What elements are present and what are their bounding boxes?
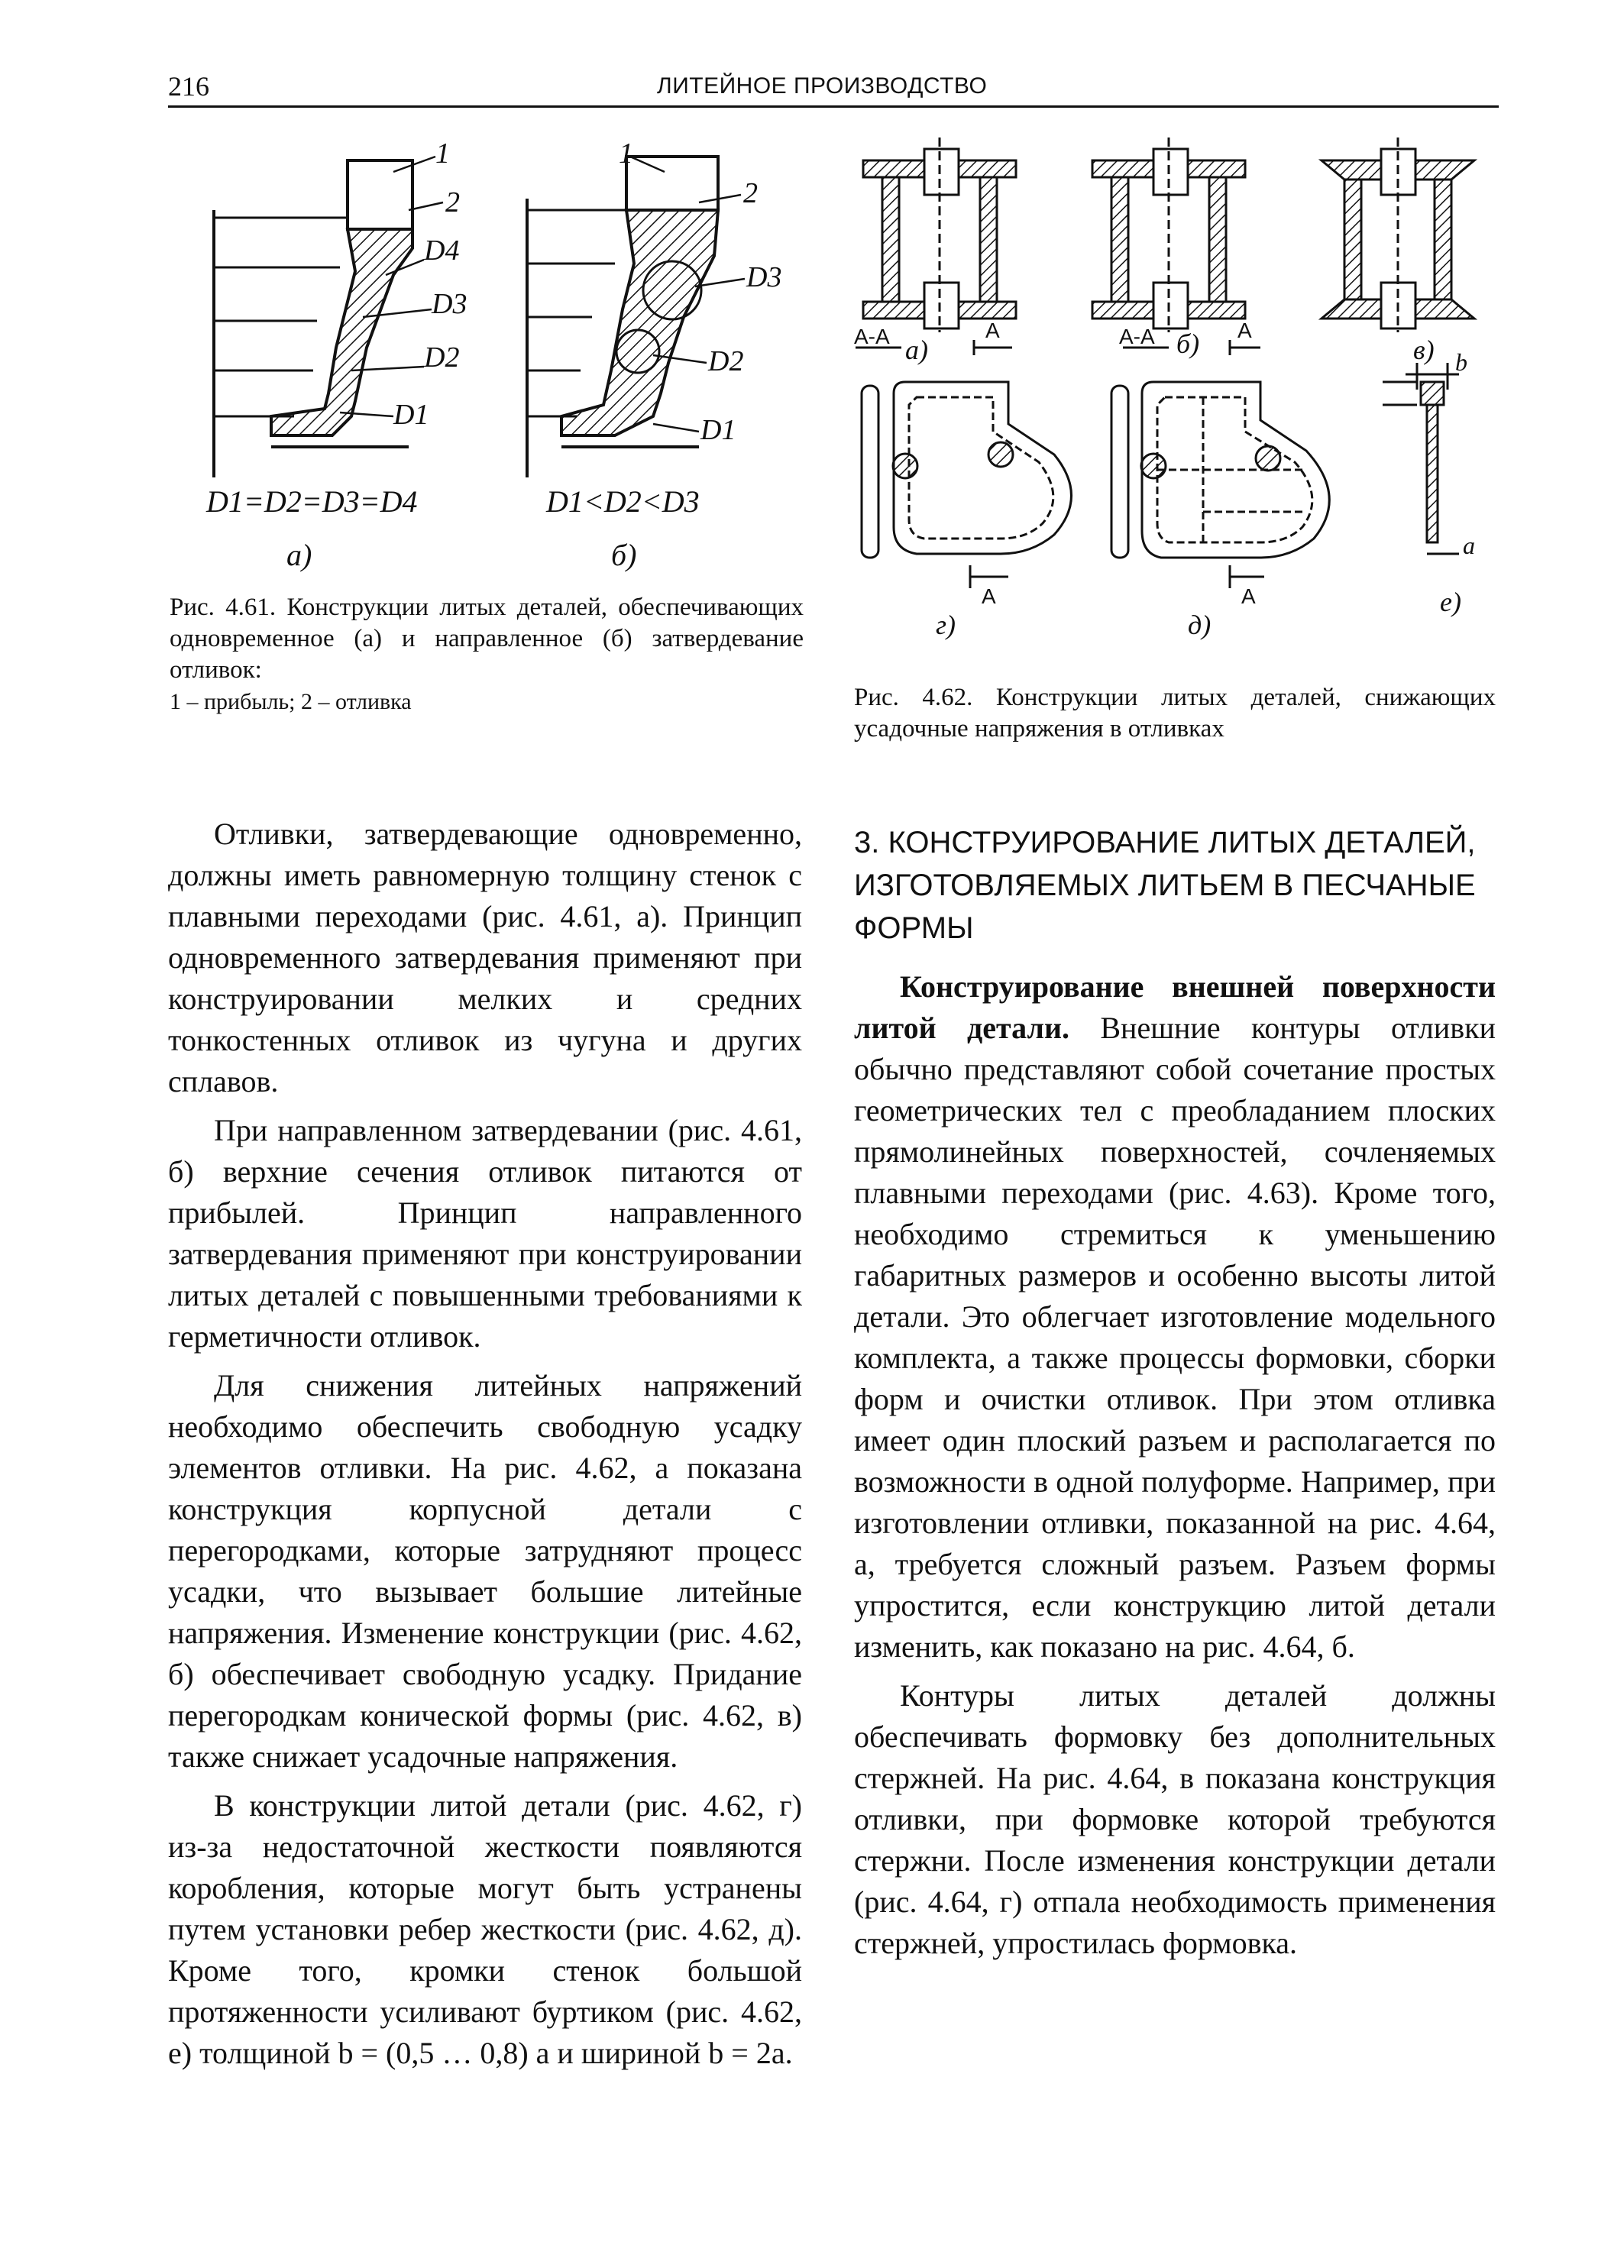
section-heading: 3. КОНСТРУИРОВАНИЕ ЛИТЫХ ДЕТАЛЕЙ, ИЗГОТОВЛЯЕМЫХ ЛИТЬЕМ В ПЕСЧАНЫЕ ФОРМЫ — [854, 826, 1476, 945]
fig62-section-label-1: А-А — [854, 325, 890, 348]
fig61a-label-d4: D4 — [424, 235, 460, 267]
fig61b-formula: D1<D2<D3 — [546, 484, 700, 519]
fig62g-sublabel: г) — [936, 610, 956, 640]
paragraph — [854, 966, 1496, 1668]
fig61a-formula: D1=D2=D3=D4 — [206, 484, 418, 519]
running-title: ЛИТЕЙНОЕ ПРОИЗВОДСТВО — [657, 73, 988, 99]
paragraph-lead: Конструирование внешней поверхности литой детали. — [854, 969, 1496, 1045]
fig62d-sublabel: д) — [1188, 610, 1212, 640]
fig61b-callout-1: 1 — [619, 141, 633, 170]
figure-4-61-caption-text: Рис. 4.61. Конструкции литых деталей, обеспечивающих одновременное (а) и направленное (б) затвердевание отливок: — [170, 594, 804, 684]
fig61a-callout-2: 2 — [445, 186, 460, 218]
fig61b-label-d2: D2 — [708, 345, 744, 377]
fig61b-callout-2: 2 — [743, 177, 758, 209]
fig62g-drawing — [862, 382, 1072, 558]
paragraph: Контуры литых деталей должны обеспечивать формовку без дополнительных стержней. На рис. 4.64, в показана конструкция отливки, при формовке которой требуются стержни. После изменения конструкции детали (рис. 4.64, г) отпала необходимость применения стержней, упростилась формовка. — [854, 1678, 1496, 1960]
fig61a-label-d1: D1 — [393, 399, 429, 431]
paragraph-text: Внешние контуры отливки обычно представляют собой сочетание простых геометрических тел с преобладанием плоских прямолинейных поверхностей, сочленяемых плавными переходами (рис. 4.63). Кроме того, необходимо стремиться к уменьшению габаритных размеров и особенно высоты литой детали. Это облегчает изготовление модельного комплекта, а также процессы формовки, сборки форм и очистки отливок. При этом отливка имеет один плоский разъем и располагается по возможности в одной полуформе. Например, при изготовлении отливки, показанной на рис. 4.64, а, требуется сложный разъем. Разъем формы упростится, если конструкцию литой детали изменить, как показано на рис. 4.64, б. — [854, 1011, 1496, 1664]
figure-4-61 — [164, 141, 806, 584]
figure-4-62 — [848, 138, 1505, 672]
fig62-arrow-label-1: А — [985, 319, 1000, 342]
fig62e-dim-b: b — [1455, 348, 1467, 376]
fig62a-drawing — [863, 138, 1016, 332]
fig62e-drawing — [1383, 363, 1459, 554]
paragraph: Отливки, затвердевающие одновременно, должны иметь равномерную толщину стенок с плавными переходами (рис. 4.61, а). Принцип одновременного затвердевания применяют при конструировании мелких и средних тонкостенных отливок из чугуна и других сплавов. — [168, 817, 802, 1098]
fig62-arrow-label-2: А — [1237, 319, 1252, 342]
fig61b-sublabel: б) — [611, 538, 637, 572]
figure-4-61-caption-note: 1 – прибыль; 2 – отливка — [170, 689, 412, 714]
figure-4-62-caption — [854, 682, 1496, 745]
page-number: 216 — [168, 71, 209, 102]
fig61b-label-d1: D1 — [700, 414, 736, 446]
paragraph: При направленном затвердевании (рис. 4.61, б) верхние сечения отливок питаются от прибылей. Принцип направленного затвердевания применяют при конструировании литых деталей с повышенными требованиями к герметичности отливок. — [168, 1113, 802, 1354]
fig61a-label-d2: D2 — [424, 341, 460, 374]
figure-4-62-drawing — [848, 138, 1505, 672]
right-column — [854, 966, 1496, 1972]
fig62-arrow-label-3: А — [982, 584, 996, 608]
fig62v-drawing — [1322, 138, 1474, 332]
paragraph: В конструкции литой детали (рис. 4.62, г) из-за недостаточной жесткости появляются коробления, которые могут быть устранены путем установки ребер жесткости (рис. 4.62, д). Кроме того, кромки стенок большой протяженности усиливают буртиком (рис. 4.62, е) толщиной b = (0,5 … 0,8) a и шириной b = 2a. — [168, 1788, 802, 2070]
fig62d-drawing — [1111, 382, 1329, 558]
paragraph: Для снижения литейных напряжений необходимо обеспечить свободную усадку элементов отливки. На рис. 4.62, а показана конструкция корпусной детали с перегородками, которые затрудняют процесс усадки, что вызывает большие литейные напряжения. Изменение конструкции (рис. 4.62, б) обеспечивает свободную усадку. Придание перегородкам конической формы (рис. 4.62, в) также снижает усадочные напряжения. — [168, 1368, 802, 1774]
fig61a-label-d3: D3 — [432, 288, 467, 320]
fig62-arrow-label-4: А — [1241, 584, 1256, 608]
fig62e-dim-a: a — [1463, 532, 1475, 559]
left-column — [168, 814, 802, 2082]
fig62b-drawing — [1092, 138, 1245, 332]
figure-4-62-caption-text: Рис. 4.62. Конструкции литых деталей, снижающих усадочные напряжения в отливках — [854, 684, 1496, 743]
fig62b-sublabel: б) — [1176, 328, 1200, 359]
fig61a-sublabel: а) — [286, 538, 312, 572]
fig61b-label-d3: D3 — [746, 261, 782, 293]
fig62-section-label-2: А-А — [1119, 325, 1155, 348]
fig61a-callout-1: 1 — [435, 141, 450, 170]
fig62a-sublabel: а) — [905, 335, 928, 365]
fig61a-drawing — [214, 160, 412, 477]
page-header — [168, 70, 1499, 108]
fig62e-sublabel: е) — [1440, 587, 1461, 617]
fig62v-sublabel: в) — [1413, 335, 1435, 365]
figure-4-61-drawing — [164, 141, 806, 584]
figure-4-61-caption — [170, 592, 804, 717]
